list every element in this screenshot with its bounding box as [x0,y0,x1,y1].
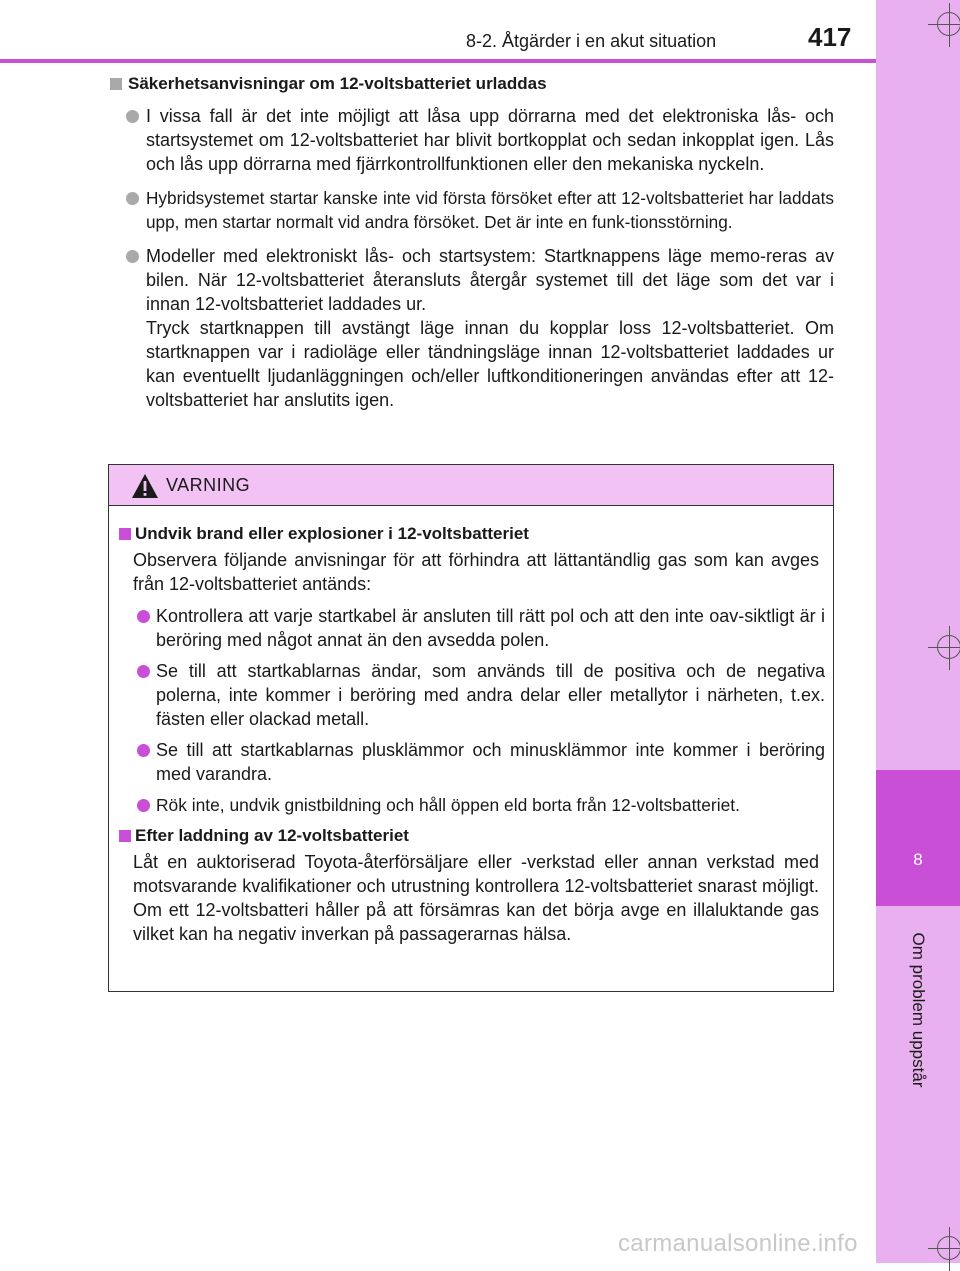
list-item: Rök inte, undvik gnistbildning och håll öppen eld borta från 12-voltsbatteriet. [117,793,825,817]
warning-section-heading: Efter laddning av 12-voltsbatteriet [117,824,825,848]
round-bullet-icon [126,192,139,205]
warning-triangle-icon [131,473,159,499]
round-bullet-icon [137,665,150,678]
round-bullet-icon [126,250,139,263]
list-item: Se till att startkablarnas ändar, som används till de positiva och de negativa polerna, inte kommer i beröring med andra delar eller metallytor i närheten, t.ex. fästen eller olackad metall. [117,659,825,731]
warning-intro: Låt en auktoriserad Toyota-återförsäljare eller -verkstad eller annan verkstad med motsvarande kvalifikationer och utrustning kontrollera 12-voltsbatteriet snarast möjligt. Om ett 12-voltsbatteri håller på att försämras kan det börja avge en illaluktande gas vilket kan ha negativ inverkan på passagerarnas hälsa. [133,852,819,944]
bullet-text: Modeller med elektroniskt lås- och startsystem: Startknappens läge memo-reras av bilen. När 12-voltsbatteriet återansluts återgår systemet till det läge som det var i innan 12-voltsbatteriet laddades ur. [146,246,834,314]
warning-intro: Observera följande anvisningar för att förhindra att lättantändlig gas som kan avges från 12-voltsbatteriet antänds: [133,550,819,594]
page-number: 417 [808,22,852,52]
warning-body [109,506,833,946]
square-bullet-icon [119,528,131,540]
header-divider [0,59,876,63]
watermark: carmanualsonline.info [618,1230,858,1257]
round-bullet-icon [137,799,150,812]
square-bullet-icon [110,78,122,90]
list-item [108,244,834,412]
warning-header [109,465,833,506]
list-item [108,186,834,234]
crop-mark-icon [937,1236,960,1260]
list-item: Kontrollera att varje startkabel är ansluten till rätt pol och att den inte oav-siktligt är i beröring med något annat än den avsedda polen. [117,604,825,652]
chapter-side-tab [876,0,960,1263]
section-heading: Säkerhetsanvisningar om 12-voltsbatteriet urladdas [108,72,834,96]
chapter-number-box [876,770,960,906]
warning-title: VARNING [166,475,251,495]
main-content [108,72,834,422]
list-item [108,104,834,176]
crop-mark-icon [937,635,960,659]
bullet-text-continued: Tryck startknappen till avstängt läge innan du kopplar loss 12-voltsbatteriet. Om startknappen var i radioläge eller tändningsläge innan 12-voltsbatteriet laddades ur kan eventuellt ljudanläggningen och/eller luftkonditioneringen användas efter att 12-voltsbatteriet har anslutits igen. [146,318,834,410]
list-item: Se till att startkablarnas plusklämmor och minusklämmor inte kommer i beröring med varandra. [117,738,825,786]
square-bullet-icon [119,830,131,842]
bullet-text: Hybridsystemet startar kanske inte vid första försöket efter att 12-voltsbatteriet har laddats upp, men startar normalt vid andra försöket. Det är inte en funk-tionsstörning. [146,188,834,232]
round-bullet-icon [137,744,150,757]
chapter-number: 8 [913,850,923,869]
crop-mark-icon [937,12,960,36]
warning-section-heading: Undvik brand eller explosioner i 12-voltsbatteriet [117,522,825,546]
round-bullet-icon [126,110,139,123]
warning-box [108,464,834,992]
bullet-text: I vissa fall är det inte möjligt att låsa upp dörrarna med det elektroniska lås- och startsystemet om 12-voltsbatteriet har blivit bortkopplat och sedan inkopplat igen. Lås och lås upp dörrarna med fjärrkontrollfunktionen eller den mekaniska nyckeln. [146,106,834,174]
chapter-title: Om problem uppstår [909,932,928,1088]
round-bullet-icon [137,610,150,623]
section-title: 8-2. Åtgärder i en akut situation [466,31,717,51]
